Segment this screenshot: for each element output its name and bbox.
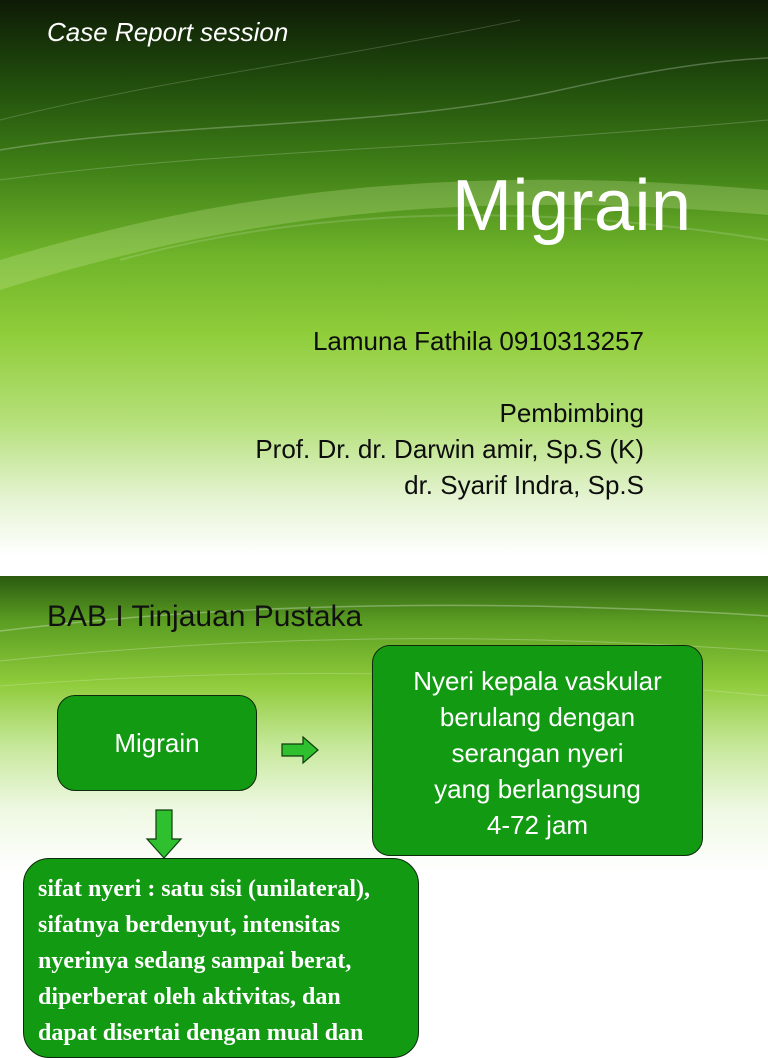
migrain-box-label: Migrain [114,727,200,758]
section-heading: BAB I Tinjauan Pustaka [47,600,363,633]
arrow-down-icon [146,809,182,859]
advisor-1: Prof. Dr. dr. Darwin amir, Sp.S (K) [255,434,644,464]
characteristics-line: sifat nyeri : satu sisi (unilateral), [38,876,370,902]
definition-line: 4-72 jam [486,810,589,840]
characteristics-line: diperberat oleh aktivitas, dan [38,984,341,1010]
slide-gap [0,556,768,576]
migrain-box [57,695,257,791]
advisor-2: dr. Syarif Indra, Sp.S [404,470,644,500]
characteristics-box [23,858,419,1058]
characteristics-line: sifatnya berdenyut, intensitas [38,912,341,938]
arrow-right-icon [281,736,319,764]
advisor-label: Pembimbing [499,398,644,428]
definition-line: Nyeri kepala vaskular [413,666,662,696]
definition-line: berulang dengan [439,702,636,732]
author-name: Lamuna Fathila 0910313257 [312,326,644,356]
characteristics-line: dapat disertai dengan mual dan [38,1020,364,1046]
definition-line: serangan nyeri [451,738,624,768]
content-slide [0,576,768,1046]
definition-line: yang berlangsung [434,774,641,804]
session-subtitle: Case Report session [47,17,289,47]
characteristics-line: nyerinya sedang sampai berat, [38,948,352,974]
slide-title: Migrain [452,166,692,246]
definition-box [372,645,703,856]
